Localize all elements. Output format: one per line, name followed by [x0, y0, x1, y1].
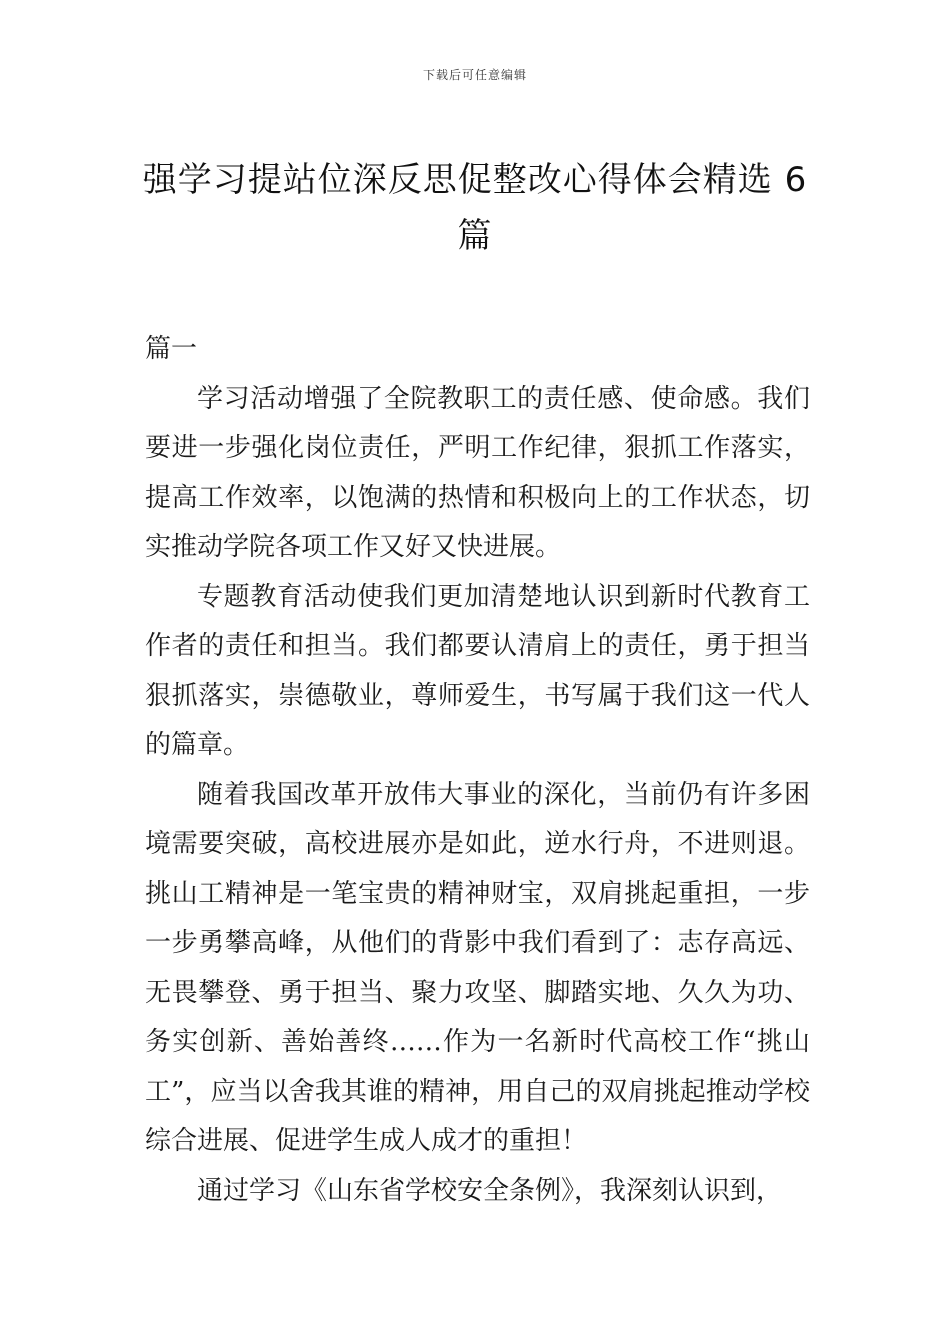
document-body — [145, 325, 810, 1216]
paragraph-2: 专题教育活动使我们更加清楚地认识到新时代教育工作者的责任和担当。我们都要认清肩上的责任，勇于担当狠抓落实，崇德敬业，尊师爱生，书写属于我们这一代人的篇章。 — [145, 581, 810, 760]
section-label: 篇一 — [145, 334, 198, 364]
paragraph-3: 随着我国改革开放伟大事业的深化，当前仍有许多困境需要突破，高校进展亦是如此，逆水行舟，不进则退。挑山工精神是一笔宝贵的精神财宝，双肩挑起重担，一步一步勇攀高峰，从他们的背影中我们看到了：志存高远、无畏攀登、勇于担当、聚力攻坚、脚踏实地、久久为功、务实创新、善始善终……作为一名新时代高校工作“挑山工”，应当以舍我其谁的精神，用自己的双肩挑起推动学校综合进展、促进学生成人成才的重担！ — [145, 779, 810, 1156]
paragraph-4: 通过学习《山东省学校安全条例》，我深刻认识到， — [197, 1175, 783, 1206]
paragraph-1: 学习活动增强了全院教职工的责任感、使命感。我们要进一步强化岗位责任，严明工作纪律，狠抓工作落实，提高工作效率，以饱满的热情和积极向上的工作状态，切实推动学院各项工作又好又快进展。 — [145, 383, 810, 562]
document-title: 强学习提站位深反思促整改心得体会精选 6 篇 — [142, 160, 808, 256]
header-note: 下载后可任意编辑 — [422, 68, 527, 82]
